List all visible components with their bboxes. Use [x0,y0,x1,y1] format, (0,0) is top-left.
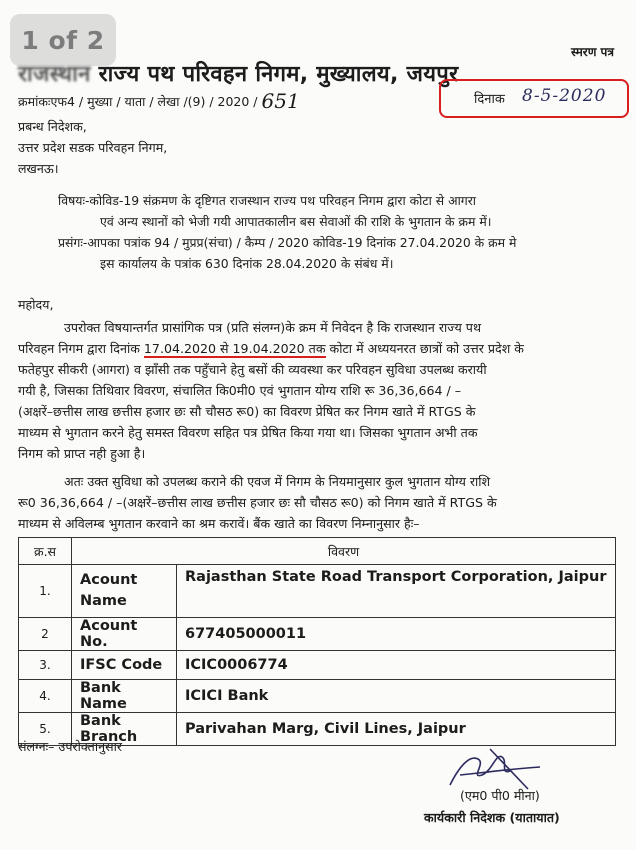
row-value: Parivahan Marg, Civil Lines, Jaipur [177,713,616,746]
row-sno: 4. [19,680,72,713]
reference-line-1: प्रसंगः-आपका पत्रांक 94 / मुप्रप्र(संचा) / कैम्प / 2020 कोविड-19 दिनांक 27.04.2020 के क्रम मे [58,235,517,250]
row-sno: 3. [19,651,72,680]
reference-line-2: इस कार्यालय के पत्रांक 630 दिनांक 28.04.2020 के संबंध में। [100,256,394,271]
addressee-line-2: उत्तर प्रदेश सडक परिवहन निगम, [18,140,168,155]
signatory-designation: कार्यकारी निदेशक (यातायात) [424,810,560,825]
body-p2-line1: अतः उक्त सुविधा को उपलब्ध कराने की एवज में निगम के नियमानुसार कुल भुगतान योग्य राशि [64,474,491,489]
row-value: ICICI Bank [177,680,616,713]
row-sno: 1. [19,565,72,618]
body-p1-line2 [18,338,524,359]
row-label: Bank Branch [72,713,177,746]
letterhead-title-text: राज्य पथ परिवहन निगम, मुख्यालय, जयपुर [98,62,459,87]
row-label: IFSC Code [72,651,177,680]
row-value: ICIC0006774 [177,651,616,680]
table-row [19,565,616,618]
subject-line-1: विषयः-कोविड-19 संक्रमण के दृष्टिगत राजस्थान राज्य पथ परिवहन निगम द्वारा कोटा से आगरा [58,193,476,208]
table-header-row [19,538,616,565]
letterhead-title [18,58,458,88]
addressee-line-1: प्रबन्ध निदेशक, [18,119,87,134]
body-p1-line7: निगम को प्राप्त नही हुआ है। [18,446,146,461]
body-p2-line2: रू0 36,36,664 / –(अक्षरें–छत्तीस लाख छत्तीस हजार छः सौ चौसठ रू0) को निगम खाते में RTGS के [18,495,497,510]
body-p1-line2-end: कोटा में अध्ययनरत छात्रों को उत्तर प्रदेश के [325,341,524,356]
body-p1-line6: माध्यम से भुगतान करने हेतु समस्त विवरण सहित पत्र प्रेषित किया गया था। जिसका भुगतान अभी तक [18,425,478,440]
body-p1-line4: गयी है, जिसका तिथिवार विवरण, संचालित कि0मी0 एवं भुगतान योग्य राशि रू 36,36,664 / – [18,383,462,398]
handwritten-date: 8-5-2020 [522,86,607,106]
row-value: Rajasthan State Road Transport Corporation, Jaipur [177,565,616,618]
date-range-underlined: 17.04.2020 से 19.04.2020 तक [143,341,326,356]
header-details: विवरण [72,538,616,565]
salutation: महोदय, [18,297,54,312]
row-label: Acount Name [72,565,177,618]
enclosure-note: संलग्नः– उपरोक्तानुसार [18,739,122,754]
body-p2-line3: माध्यम से अविलम्ब भुगतान करवाने का श्रम करावें। बैंक खाते का विवरण निम्नानुसार हैः– [18,516,420,531]
handwritten-number: 651 [261,89,300,113]
bank-details-table [18,537,616,746]
body-p1-line5: (अक्षरें–छत्तीस लाख छत्तीस हजार छः सौ चौसठ रू0) का विवरण प्रेषित कर निगम खाते में RTGS के [18,404,476,419]
row-sno: 2 [19,618,72,651]
date-label: दिनाक [474,92,505,107]
reference-number-text: क्रमांकःएफ4 / मुख्या / याता / लेखा /(9) / 2020 / [18,94,258,109]
reminder-label: स्मरण पत्र [570,45,614,59]
table-row [19,680,616,713]
reference-number [18,87,300,111]
body-p1-line3: फतेहपुर सीकरी (आगरा) व झाँसी तक पहुँचाने हेतु बसों की व्यवस्था कर परिवहन सुविधा उपलब्ध करायी [18,362,487,377]
addressee-line-3: लखनऊ। [18,161,59,176]
header-sno: क्र.स [19,538,72,565]
table-row [19,651,616,680]
row-label: Acount No. [72,618,177,651]
row-label: Bank Name [72,680,177,713]
body-p1-line1: उपरोक्त विषयान्तर्गत प्रासांगिक पत्र (प्रति संलग्न)के क्रम में निवेदन है कि राजस्थान राज्य पथ [64,320,481,335]
body-p1-line2-start: परिवहन निगम द्वारा दिनांक [18,341,144,356]
page-indicator: 1 of 2 [10,14,116,66]
subject-line-2: एवं अन्य स्थानों को भेजी गयी आपातकालीन बस सेवाओं की राशि के भुगतान के क्रम में। [100,214,492,229]
table-row [19,618,616,651]
signatory-name: (एम0 पी0 मीना) [460,788,540,803]
letterhead-title-cut: राजस्थान [18,62,91,87]
row-sno: 5. [19,713,72,746]
row-value: 677405000011 [177,618,616,651]
